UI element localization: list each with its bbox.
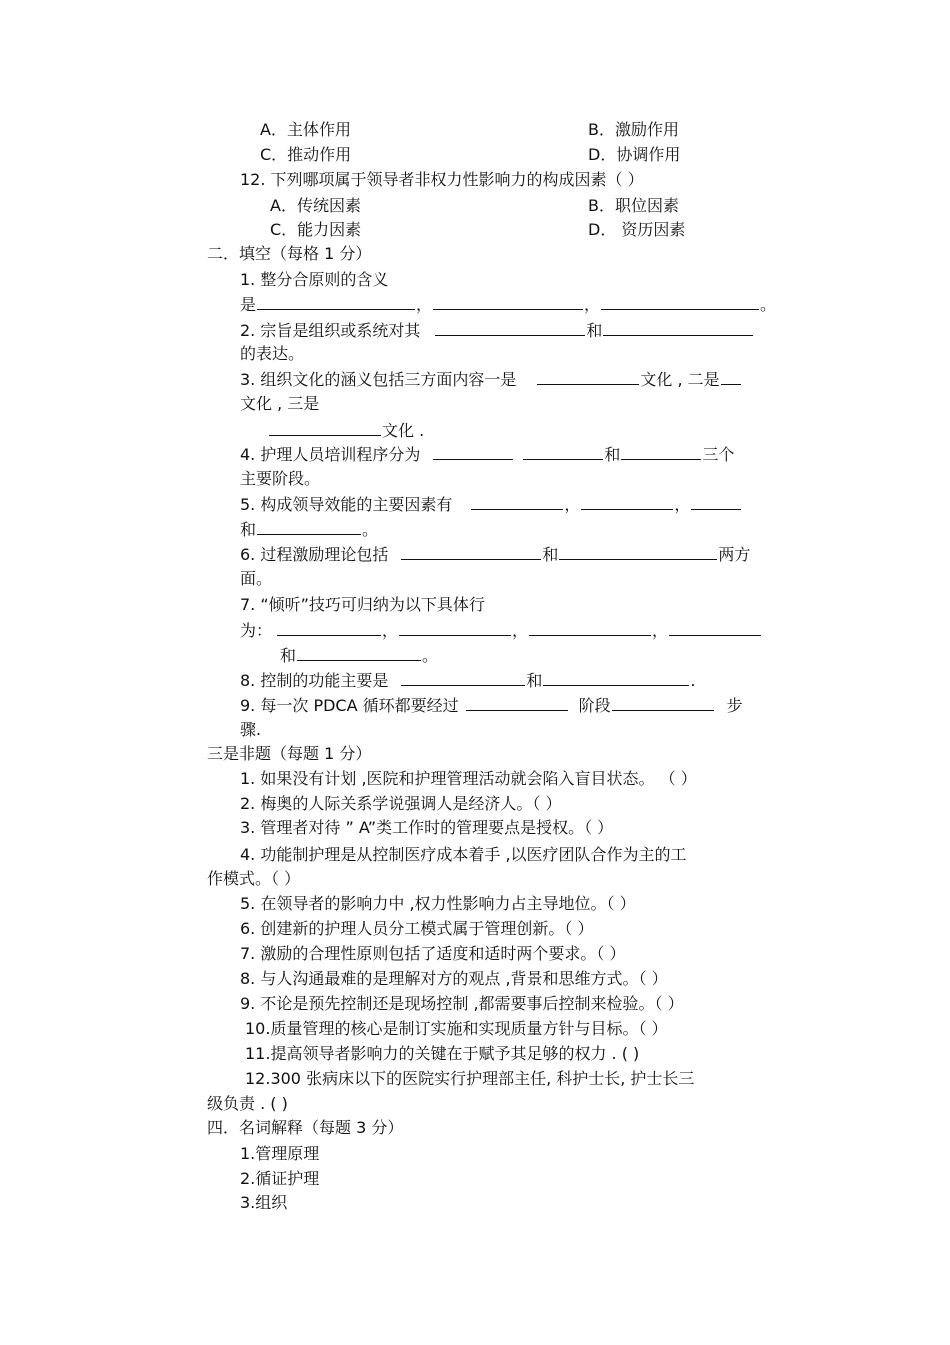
q12-option-c: C．能力因素: [270, 220, 362, 239]
tf-item-9: 9. 不论是预先控制还是现场控制 ,都需要事后控制来检验。（ ）: [240, 994, 684, 1013]
q11-option-c: C．推动作用: [260, 145, 352, 164]
fill-q8-text: 8. 控制的功能主要是: [240, 671, 389, 690]
blank: [721, 369, 741, 385]
fill-q7-line3: [280, 645, 438, 666]
fill-q7-prefix: 为：: [240, 621, 273, 640]
blank: [691, 494, 741, 510]
tf-item-2: 2. 梅奥的人际关系学说强调人是经济人。（ ）: [240, 794, 562, 813]
period: 。: [362, 520, 379, 539]
fill-q2-line2: 的表达。: [240, 344, 305, 363]
fill-q6-line2: 面。: [240, 569, 273, 588]
fill-q7-line2: [240, 620, 762, 641]
fill-q6-line1: [240, 544, 750, 565]
blank: [601, 294, 759, 310]
and-text: 和: [240, 520, 257, 539]
fill-q4-line2: 主要阶段。: [240, 469, 321, 488]
tf-item-10: 10.质量管理的核心是制订实施和实现质量方针与目标。（ ）: [245, 1019, 668, 1038]
fill-q4-tail: 三个: [702, 445, 735, 464]
q12-option-a: A．传统因素: [270, 196, 361, 215]
comma: ，: [584, 295, 601, 314]
blank: [466, 695, 568, 711]
fill-q6-text: 6. 过程激励理论包括: [240, 545, 389, 564]
fill-q4-text: 4. 护理人员培训程序分为: [240, 445, 421, 464]
fill-q1-line1: 1. 整分合原则的含义: [240, 270, 389, 289]
comma: ，: [416, 295, 433, 314]
section-tf-title: 三是非题（每题 1 分）: [207, 744, 372, 763]
tf-item-3: 3. 管理者对待 ” A”类工作时的管理要点是授权。（ ）: [240, 818, 614, 837]
period: 。: [422, 646, 439, 665]
blank: [603, 320, 753, 336]
blank: [529, 620, 651, 636]
q11-option-b: B．激励作用: [588, 120, 679, 139]
and-text: 和: [586, 321, 603, 340]
tf-item-12-line1: 12.300 张病床以下的医院实行护理部主任, 科护士长, 护士长三: [245, 1069, 695, 1088]
fill-q3-text: 3. 组织文化的涵义包括三方面内容一是: [240, 370, 517, 389]
blank: [297, 645, 421, 661]
comma: ，: [512, 621, 529, 640]
fill-q3-line3: [268, 420, 424, 441]
tf-item-4-line2: 作模式。（ ）: [207, 869, 301, 888]
fill-q3-line1: [240, 369, 742, 390]
fill-q9-text: 9. 每一次 PDCA 循环都要经过: [240, 696, 459, 715]
comma: ，: [564, 495, 581, 514]
tf-item-8: 8. 与人沟通最难的是理解对方的观点 ,背景和思维方式。（ ）: [240, 969, 668, 988]
tf-item-6: 6. 创建新的护理人员分工模式属于管理创新。（ ）: [240, 919, 594, 938]
blank: [581, 494, 673, 510]
blank: [401, 670, 525, 686]
tf-item-1: 1. 如果没有计划 ,医院和护理管理活动就会陷入盲目状态。 （ ）: [240, 769, 697, 788]
fill-q5-line2: [240, 519, 378, 540]
fill-q8: [240, 670, 695, 691]
q11-option-a: A．主体作用: [260, 120, 351, 139]
q12-stem: 12. 下列哪项属于领导者非权力性影响力的构成因素（ ）: [240, 170, 644, 189]
term-3: 3.组织: [240, 1193, 288, 1212]
section-fill-title: 二．填空（每格 1 分）: [207, 244, 372, 263]
and-text: 和: [542, 545, 559, 564]
q12-option-b: B．职位因素: [588, 196, 679, 215]
blank: [433, 444, 513, 460]
and-text: 和: [604, 445, 621, 464]
blank: [401, 544, 541, 560]
fill-q1-prefix: 是: [240, 295, 257, 314]
blank: [537, 369, 639, 385]
fill-q6-tail: 两方: [718, 545, 751, 564]
tf-item-5: 5. 在领导者的影响力中 ,权力性影响力占主导地位。（ ）: [240, 894, 636, 913]
blank: [257, 519, 361, 535]
fill-q7-line1: 7. “倾听”技巧可归纳为以下具体行: [240, 595, 485, 614]
comma: ，: [674, 495, 691, 514]
fill-q9-line2: 骤.: [240, 720, 262, 739]
term-2: 2.循证护理: [240, 1169, 320, 1188]
blank: [277, 620, 381, 636]
blank: [523, 444, 603, 460]
tf-item-11: 11.提高领导者影响力的关键在于赋予其足够的权力 . ( ): [245, 1044, 640, 1063]
blank: [612, 695, 714, 711]
fill-q3-mid: 文化 , 二是: [640, 370, 720, 389]
and-text: 和: [526, 671, 543, 690]
fill-q3-end: 文化 .: [382, 421, 425, 440]
period: 。: [760, 295, 777, 314]
blank: [543, 670, 689, 686]
fill-q9-tail: 步: [726, 696, 743, 715]
fill-q5-text: 5. 构成领导效能的主要因素有: [240, 495, 453, 514]
q11-option-d: D．协调作用: [588, 145, 681, 164]
blank: [435, 320, 585, 336]
tf-item-4-line1: 4. 功能制护理是从控制医疗成本着手 ,以医疗团队合作为主的工: [240, 845, 687, 864]
fill-q4-line1: [240, 444, 734, 465]
section-terms-title: 四．名词解释（每题 3 分）: [207, 1118, 404, 1137]
fill-q3-line2: 文化 , 三是: [240, 394, 320, 413]
blank: [433, 294, 583, 310]
fill-q1-line2: [240, 294, 776, 315]
and-text: 和: [280, 646, 297, 665]
blank: [621, 444, 701, 460]
period: .: [690, 671, 696, 690]
q12-option-d: D． 资历因素: [588, 220, 686, 239]
fill-q5-line1: [240, 494, 742, 515]
blank: [669, 620, 761, 636]
blank: [559, 544, 717, 560]
blank: [399, 620, 511, 636]
fill-q9-mid: 阶段: [578, 696, 611, 715]
fill-q9-line1: [240, 695, 743, 716]
blank: [269, 420, 381, 436]
tf-item-7: 7. 激励的合理性原则包括了适度和适时两个要求。（ ）: [240, 944, 626, 963]
fill-q2-text: 2. 宗旨是组织或系统对其: [240, 321, 421, 340]
comma: ，: [382, 621, 399, 640]
comma: ，: [652, 621, 669, 640]
tf-item-12-line2: 级负责 . ( ): [207, 1094, 288, 1113]
blank: [471, 494, 563, 510]
fill-q2-line1: [240, 320, 754, 341]
term-1: 1.管理原理: [240, 1144, 320, 1163]
blank: [257, 294, 415, 310]
